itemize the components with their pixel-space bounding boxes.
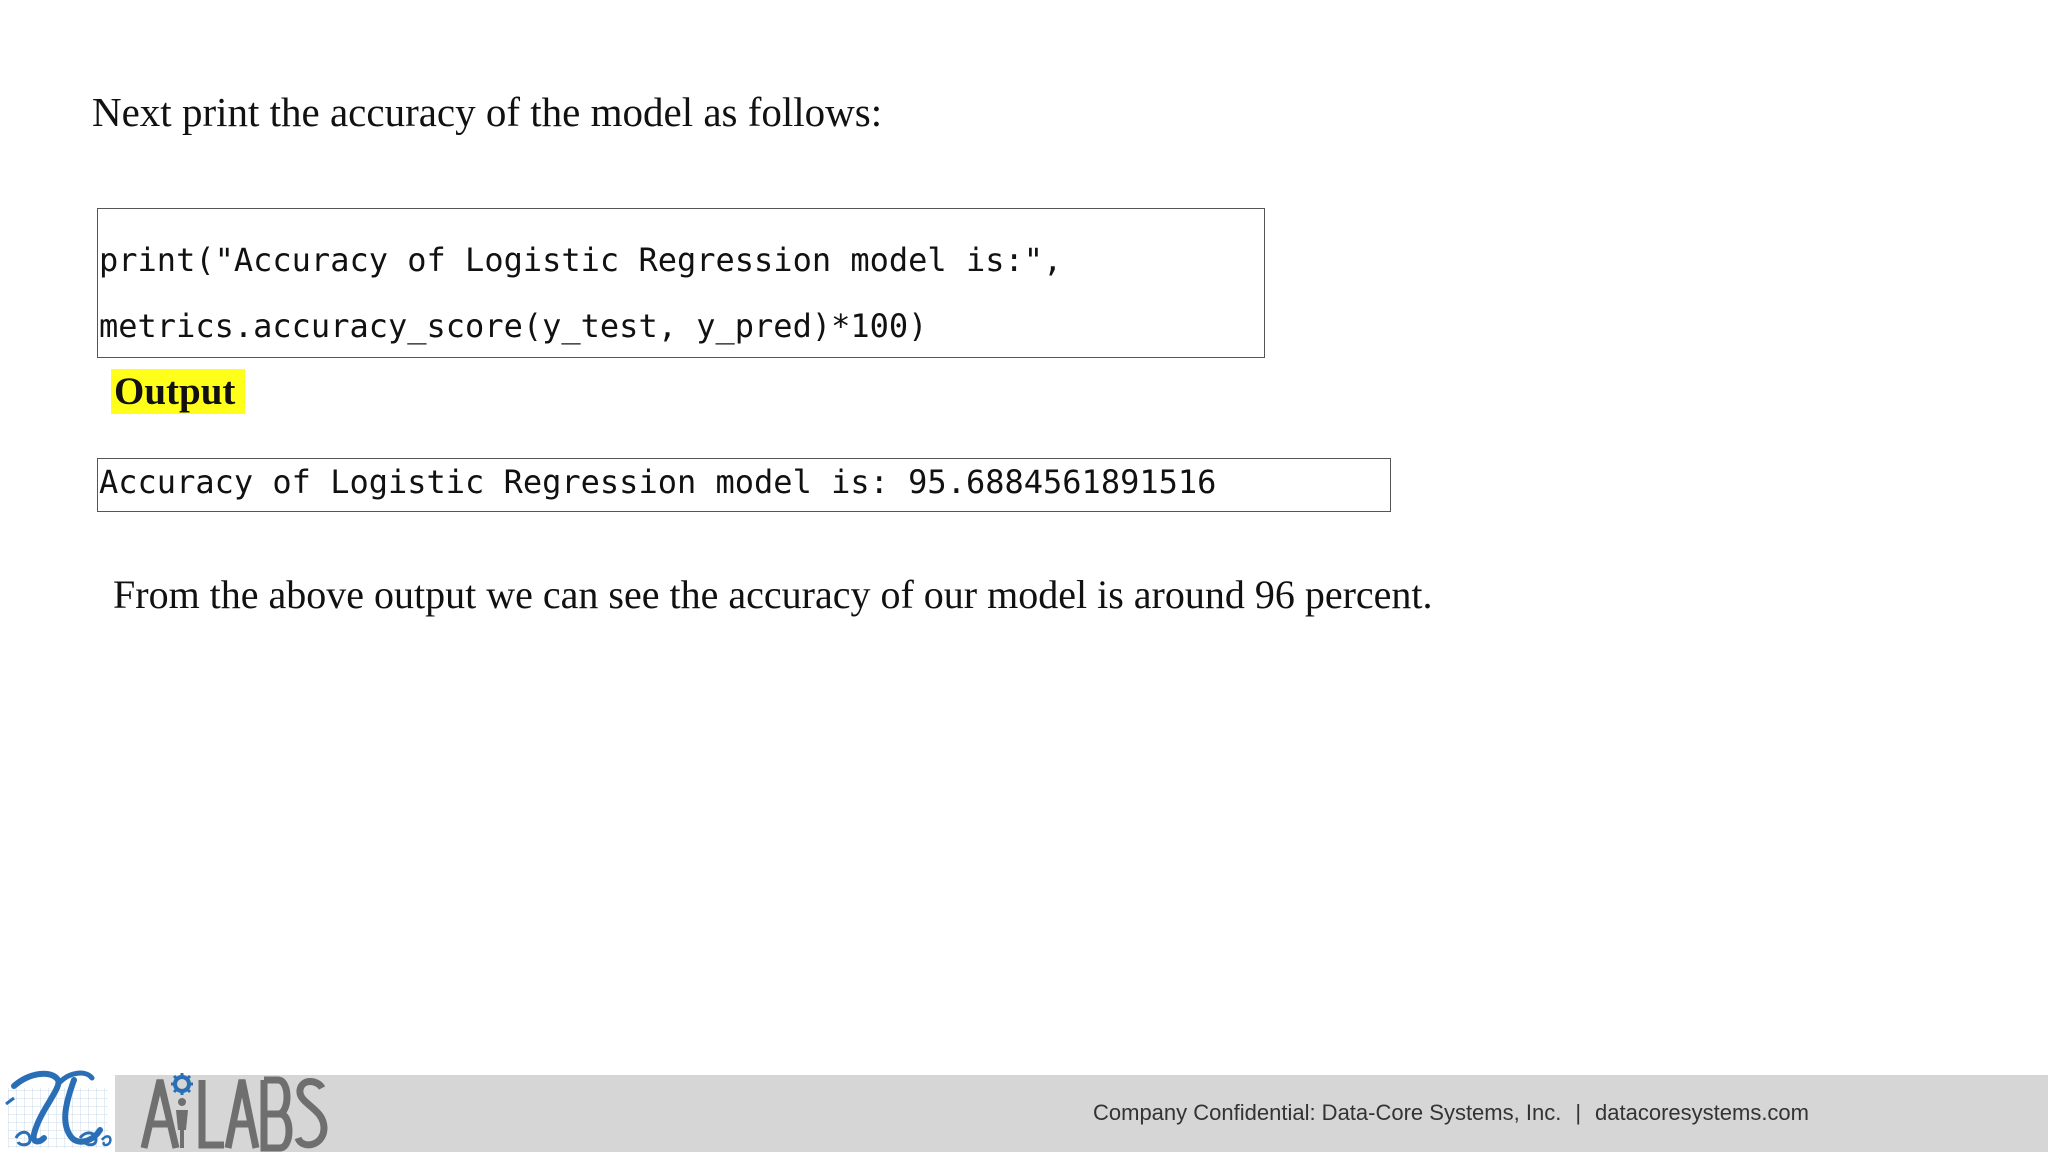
- code-line-2: metrics.accuracy_score(y_test, y_pred)*100): [99, 307, 928, 345]
- code-line-1: print("Accuracy of Logistic Regression model is:",: [99, 241, 1063, 279]
- footer-company: Company Confidential: Data-Core Systems, Inc.: [1093, 1100, 1562, 1125]
- intro-text: Next print the accuracy of the model as follows:: [92, 89, 883, 135]
- footer-confidential-text: [1093, 1097, 1809, 1129]
- output-block: [97, 458, 1391, 512]
- conclusion-text: From the above output we can see the accuracy of our model is around 96 percent.: [113, 572, 1433, 617]
- output-label: Output: [111, 369, 245, 414]
- datacore-logo-icon: [0, 1058, 115, 1152]
- datacore-logo: [0, 1058, 115, 1152]
- ailabs-logo-icon: [140, 1072, 330, 1152]
- footer-website: datacoresystems.com: [1595, 1100, 1809, 1125]
- ailabs-logo: [140, 1072, 330, 1152]
- footer-separator: |: [1575, 1100, 1582, 1125]
- output-line: Accuracy of Logistic Regression model is: 95.6884561891516: [99, 463, 1217, 501]
- code-block: [97, 208, 1265, 358]
